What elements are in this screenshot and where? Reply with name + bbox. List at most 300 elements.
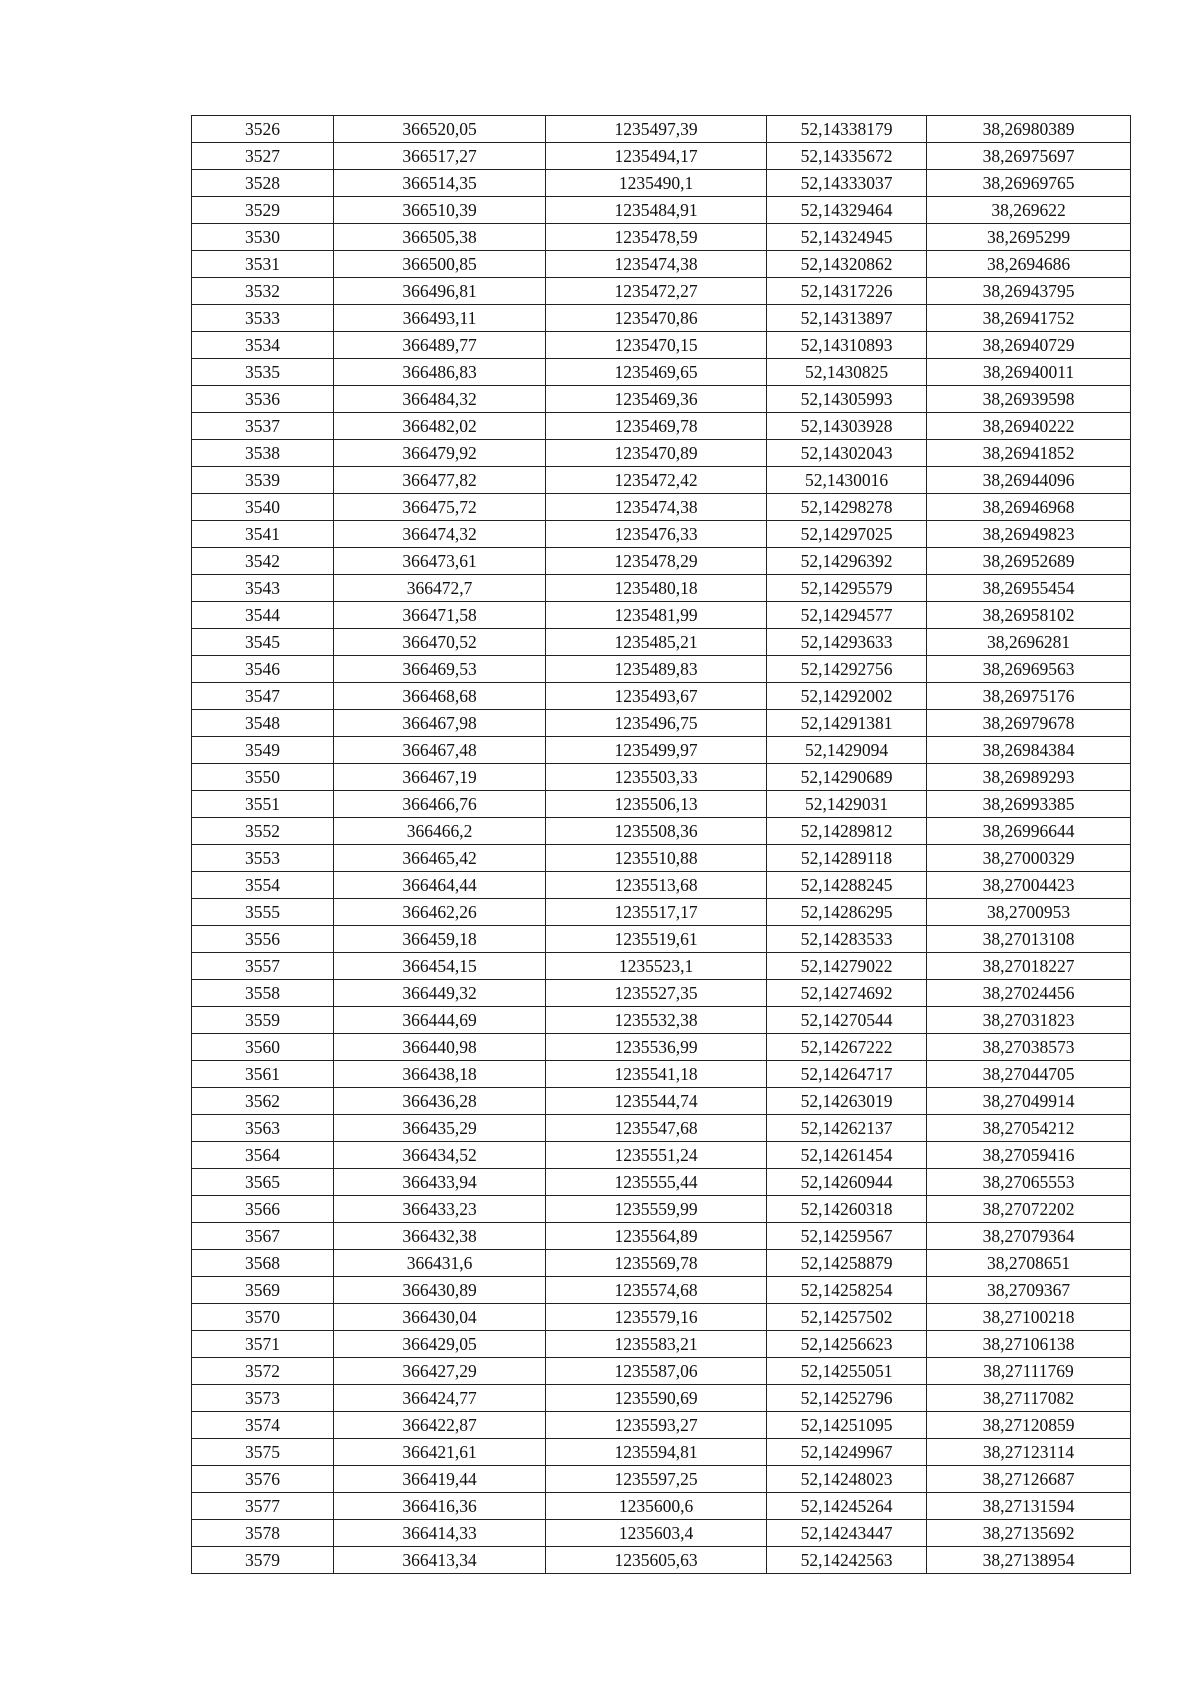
latitude-cell: 52,14293633 [767,629,927,656]
x-coordinate-cell: 366466,2 [334,818,546,845]
latitude-cell: 52,14242563 [767,1547,927,1574]
table-row [192,494,1131,521]
point-number-cell: 3561 [192,1061,334,1088]
table-row [192,575,1131,602]
x-coordinate-cell: 366462,26 [334,899,546,926]
latitude-cell: 52,14252796 [767,1385,927,1412]
longitude-cell: 38,27131594 [927,1493,1131,1520]
longitude-cell: 38,27038573 [927,1034,1131,1061]
latitude-cell: 52,14288245 [767,872,927,899]
y-coordinate-cell: 1235470,86 [546,305,767,332]
longitude-cell: 38,27054212 [927,1115,1131,1142]
table-row [192,791,1131,818]
y-coordinate-cell: 1235605,63 [546,1547,767,1574]
longitude-cell: 38,26975697 [927,143,1131,170]
longitude-cell: 38,26941852 [927,440,1131,467]
table-row [192,764,1131,791]
y-coordinate-cell: 1235496,75 [546,710,767,737]
latitude-cell: 52,14296392 [767,548,927,575]
table-row [192,926,1131,953]
longitude-cell: 38,27072202 [927,1196,1131,1223]
point-number-cell: 3549 [192,737,334,764]
latitude-cell: 52,14297025 [767,521,927,548]
point-number-cell: 3529 [192,197,334,224]
x-coordinate-cell: 366433,94 [334,1169,546,1196]
latitude-cell: 52,14290689 [767,764,927,791]
table-row [192,1250,1131,1277]
longitude-cell: 38,27044705 [927,1061,1131,1088]
latitude-cell: 52,14333037 [767,170,927,197]
y-coordinate-cell: 1235564,89 [546,1223,767,1250]
x-coordinate-cell: 366510,39 [334,197,546,224]
y-coordinate-cell: 1235472,42 [546,467,767,494]
latitude-cell: 52,14338179 [767,116,927,143]
table-row [192,143,1131,170]
y-coordinate-cell: 1235519,61 [546,926,767,953]
longitude-cell: 38,27106138 [927,1331,1131,1358]
table-row [192,359,1131,386]
point-number-cell: 3526 [192,116,334,143]
point-number-cell: 3545 [192,629,334,656]
y-coordinate-cell: 1235469,36 [546,386,767,413]
table-row [192,1169,1131,1196]
x-coordinate-cell: 366475,72 [334,494,546,521]
x-coordinate-cell: 366505,38 [334,224,546,251]
table-row [192,980,1131,1007]
x-coordinate-cell: 366477,82 [334,467,546,494]
y-coordinate-cell: 1235523,1 [546,953,767,980]
y-coordinate-cell: 1235484,91 [546,197,767,224]
longitude-cell: 38,26993385 [927,791,1131,818]
x-coordinate-cell: 366467,19 [334,764,546,791]
latitude-cell: 52,14258254 [767,1277,927,1304]
longitude-cell: 38,27079364 [927,1223,1131,1250]
point-number-cell: 3541 [192,521,334,548]
y-coordinate-cell: 1235506,13 [546,791,767,818]
latitude-cell: 52,14261454 [767,1142,927,1169]
table-row [192,305,1131,332]
point-number-cell: 3534 [192,332,334,359]
table-row [192,197,1131,224]
table-row [192,1277,1131,1304]
longitude-cell: 38,27065553 [927,1169,1131,1196]
table-row [192,1547,1131,1574]
point-number-cell: 3573 [192,1385,334,1412]
x-coordinate-cell: 366484,32 [334,386,546,413]
table-row [192,386,1131,413]
latitude-cell: 52,14259567 [767,1223,927,1250]
y-coordinate-cell: 1235480,18 [546,575,767,602]
table-row [192,548,1131,575]
y-coordinate-cell: 1235481,99 [546,602,767,629]
x-coordinate-cell: 366433,23 [334,1196,546,1223]
x-coordinate-cell: 366517,27 [334,143,546,170]
point-number-cell: 3553 [192,845,334,872]
latitude-cell: 52,1429031 [767,791,927,818]
longitude-cell: 38,26980389 [927,116,1131,143]
latitude-cell: 52,14260318 [767,1196,927,1223]
latitude-cell: 52,14298278 [767,494,927,521]
table-row [192,413,1131,440]
longitude-cell: 38,26958102 [927,602,1131,629]
longitude-cell: 38,26996644 [927,818,1131,845]
y-coordinate-cell: 1235541,18 [546,1061,767,1088]
x-coordinate-cell: 366482,02 [334,413,546,440]
table-row [192,1466,1131,1493]
point-number-cell: 3579 [192,1547,334,1574]
point-number-cell: 3537 [192,413,334,440]
y-coordinate-cell: 1235476,33 [546,521,767,548]
x-coordinate-cell: 366421,61 [334,1439,546,1466]
point-number-cell: 3570 [192,1304,334,1331]
y-coordinate-cell: 1235594,81 [546,1439,767,1466]
latitude-cell: 52,14263019 [767,1088,927,1115]
latitude-cell: 52,14294577 [767,602,927,629]
longitude-cell: 38,27000329 [927,845,1131,872]
longitude-cell: 38,26984384 [927,737,1131,764]
table-row [192,953,1131,980]
longitude-cell: 38,2694686 [927,251,1131,278]
longitude-cell: 38,27111769 [927,1358,1131,1385]
table-row [192,845,1131,872]
point-number-cell: 3552 [192,818,334,845]
x-coordinate-cell: 366416,36 [334,1493,546,1520]
longitude-cell: 38,26949823 [927,521,1131,548]
y-coordinate-cell: 1235513,68 [546,872,767,899]
y-coordinate-cell: 1235494,17 [546,143,767,170]
x-coordinate-cell: 366464,44 [334,872,546,899]
x-coordinate-cell: 366454,15 [334,953,546,980]
point-number-cell: 3558 [192,980,334,1007]
longitude-cell: 38,26940729 [927,332,1131,359]
longitude-cell: 38,27117082 [927,1385,1131,1412]
x-coordinate-cell: 366520,05 [334,116,546,143]
point-number-cell: 3569 [192,1277,334,1304]
x-coordinate-cell: 366431,6 [334,1250,546,1277]
point-number-cell: 3557 [192,953,334,980]
table-row [192,872,1131,899]
table-row [192,332,1131,359]
table-row [192,1007,1131,1034]
y-coordinate-cell: 1235508,36 [546,818,767,845]
latitude-cell: 52,14295579 [767,575,927,602]
longitude-cell: 38,26989293 [927,764,1131,791]
table-row [192,1088,1131,1115]
table-row [192,278,1131,305]
y-coordinate-cell: 1235474,38 [546,494,767,521]
longitude-cell: 38,2700953 [927,899,1131,926]
y-coordinate-cell: 1235600,6 [546,1493,767,1520]
latitude-cell: 52,14243447 [767,1520,927,1547]
latitude-cell: 52,14264717 [767,1061,927,1088]
y-coordinate-cell: 1235569,78 [546,1250,767,1277]
longitude-cell: 38,27024456 [927,980,1131,1007]
point-number-cell: 3578 [192,1520,334,1547]
latitude-cell: 52,14329464 [767,197,927,224]
x-coordinate-cell: 366486,83 [334,359,546,386]
y-coordinate-cell: 1235590,69 [546,1385,767,1412]
point-number-cell: 3575 [192,1439,334,1466]
x-coordinate-cell: 366465,42 [334,845,546,872]
longitude-cell: 38,26944096 [927,467,1131,494]
x-coordinate-cell: 366466,76 [334,791,546,818]
x-coordinate-cell: 366479,92 [334,440,546,467]
longitude-cell: 38,26969765 [927,170,1131,197]
point-number-cell: 3532 [192,278,334,305]
y-coordinate-cell: 1235510,88 [546,845,767,872]
point-number-cell: 3548 [192,710,334,737]
longitude-cell: 38,27004423 [927,872,1131,899]
x-coordinate-cell: 366500,85 [334,251,546,278]
latitude-cell: 52,14313897 [767,305,927,332]
table-row [192,1412,1131,1439]
table-row [192,656,1131,683]
x-coordinate-cell: 366471,58 [334,602,546,629]
y-coordinate-cell: 1235485,21 [546,629,767,656]
y-coordinate-cell: 1235547,68 [546,1115,767,1142]
latitude-cell: 52,1430825 [767,359,927,386]
longitude-cell: 38,26940011 [927,359,1131,386]
point-number-cell: 3547 [192,683,334,710]
point-number-cell: 3567 [192,1223,334,1250]
y-coordinate-cell: 1235597,25 [546,1466,767,1493]
x-coordinate-cell: 366444,69 [334,1007,546,1034]
table-row [192,224,1131,251]
table-row [192,467,1131,494]
longitude-cell: 38,27120859 [927,1412,1131,1439]
table-row [192,629,1131,656]
longitude-cell: 38,26943795 [927,278,1131,305]
x-coordinate-cell: 366427,29 [334,1358,546,1385]
table-row [192,737,1131,764]
point-number-cell: 3560 [192,1034,334,1061]
y-coordinate-cell: 1235559,99 [546,1196,767,1223]
longitude-cell: 38,27013108 [927,926,1131,953]
y-coordinate-cell: 1235499,97 [546,737,767,764]
latitude-cell: 52,14248023 [767,1466,927,1493]
y-coordinate-cell: 1235551,24 [546,1142,767,1169]
latitude-cell: 52,14279022 [767,953,927,980]
point-number-cell: 3563 [192,1115,334,1142]
x-coordinate-cell: 366429,05 [334,1331,546,1358]
x-coordinate-cell: 366419,44 [334,1466,546,1493]
y-coordinate-cell: 1235544,74 [546,1088,767,1115]
latitude-cell: 52,14256623 [767,1331,927,1358]
point-number-cell: 3555 [192,899,334,926]
y-coordinate-cell: 1235478,29 [546,548,767,575]
longitude-cell: 38,26941752 [927,305,1131,332]
latitude-cell: 52,14257502 [767,1304,927,1331]
y-coordinate-cell: 1235527,35 [546,980,767,1007]
y-coordinate-cell: 1235587,06 [546,1358,767,1385]
point-number-cell: 3536 [192,386,334,413]
x-coordinate-cell: 366432,38 [334,1223,546,1250]
latitude-cell: 52,14249967 [767,1439,927,1466]
point-number-cell: 3542 [192,548,334,575]
x-coordinate-cell: 366514,35 [334,170,546,197]
point-number-cell: 3540 [192,494,334,521]
x-coordinate-cell: 366438,18 [334,1061,546,1088]
latitude-cell: 52,14289812 [767,818,927,845]
y-coordinate-cell: 1235555,44 [546,1169,767,1196]
x-coordinate-cell: 366449,32 [334,980,546,1007]
latitude-cell: 52,14310893 [767,332,927,359]
point-number-cell: 3544 [192,602,334,629]
y-coordinate-cell: 1235536,99 [546,1034,767,1061]
latitude-cell: 52,14255051 [767,1358,927,1385]
longitude-cell: 38,2709367 [927,1277,1131,1304]
point-number-cell: 3527 [192,143,334,170]
point-number-cell: 3564 [192,1142,334,1169]
latitude-cell: 52,14286295 [767,899,927,926]
longitude-cell: 38,2696281 [927,629,1131,656]
latitude-cell: 52,14320862 [767,251,927,278]
latitude-cell: 52,14303928 [767,413,927,440]
longitude-cell: 38,27049914 [927,1088,1131,1115]
x-coordinate-cell: 366493,11 [334,305,546,332]
longitude-cell: 38,26979678 [927,710,1131,737]
latitude-cell: 52,14251095 [767,1412,927,1439]
y-coordinate-cell: 1235469,78 [546,413,767,440]
table-row [192,1439,1131,1466]
table-row [192,1304,1131,1331]
x-coordinate-cell: 366434,52 [334,1142,546,1169]
latitude-cell: 52,14274692 [767,980,927,1007]
x-coordinate-cell: 366489,77 [334,332,546,359]
y-coordinate-cell: 1235593,27 [546,1412,767,1439]
point-number-cell: 3550 [192,764,334,791]
table-row [192,1520,1131,1547]
table-row [192,602,1131,629]
x-coordinate-cell: 366470,52 [334,629,546,656]
latitude-cell: 52,14270544 [767,1007,927,1034]
x-coordinate-cell: 366430,04 [334,1304,546,1331]
longitude-cell: 38,26955454 [927,575,1131,602]
x-coordinate-cell: 366436,28 [334,1088,546,1115]
point-number-cell: 3566 [192,1196,334,1223]
longitude-cell: 38,27018227 [927,953,1131,980]
y-coordinate-cell: 1235493,67 [546,683,767,710]
y-coordinate-cell: 1235497,39 [546,116,767,143]
point-number-cell: 3568 [192,1250,334,1277]
y-coordinate-cell: 1235478,59 [546,224,767,251]
point-number-cell: 3546 [192,656,334,683]
point-number-cell: 3538 [192,440,334,467]
table-row [192,1385,1131,1412]
longitude-cell: 38,27059416 [927,1142,1131,1169]
point-number-cell: 3562 [192,1088,334,1115]
x-coordinate-cell: 366468,68 [334,683,546,710]
x-coordinate-cell: 366459,18 [334,926,546,953]
x-coordinate-cell: 366496,81 [334,278,546,305]
x-coordinate-cell: 366474,32 [334,521,546,548]
y-coordinate-cell: 1235574,68 [546,1277,767,1304]
latitude-cell: 52,14305993 [767,386,927,413]
point-number-cell: 3543 [192,575,334,602]
x-coordinate-cell: 366413,34 [334,1547,546,1574]
table-row [192,1358,1131,1385]
latitude-cell: 52,14267222 [767,1034,927,1061]
x-coordinate-cell: 366469,53 [334,656,546,683]
longitude-cell: 38,269622 [927,197,1131,224]
point-number-cell: 3554 [192,872,334,899]
latitude-cell: 52,14283533 [767,926,927,953]
table-row [192,116,1131,143]
table-row [192,710,1131,737]
x-coordinate-cell: 366435,29 [334,1115,546,1142]
x-coordinate-cell: 366422,87 [334,1412,546,1439]
y-coordinate-cell: 1235603,4 [546,1520,767,1547]
point-number-cell: 3528 [192,170,334,197]
point-number-cell: 3571 [192,1331,334,1358]
latitude-cell: 52,14324945 [767,224,927,251]
x-coordinate-cell: 366473,61 [334,548,546,575]
table-row [192,251,1131,278]
longitude-cell: 38,2695299 [927,224,1131,251]
longitude-cell: 38,26946968 [927,494,1131,521]
point-number-cell: 3531 [192,251,334,278]
longitude-cell: 38,26939598 [927,386,1131,413]
latitude-cell: 52,14302043 [767,440,927,467]
longitude-cell: 38,26969563 [927,656,1131,683]
coordinates-table-body [192,116,1131,1574]
table-row [192,683,1131,710]
longitude-cell: 38,27100218 [927,1304,1131,1331]
longitude-cell: 38,26940222 [927,413,1131,440]
y-coordinate-cell: 1235490,1 [546,170,767,197]
y-coordinate-cell: 1235489,83 [546,656,767,683]
point-number-cell: 3576 [192,1466,334,1493]
x-coordinate-cell: 366414,33 [334,1520,546,1547]
point-number-cell: 3565 [192,1169,334,1196]
latitude-cell: 52,14262137 [767,1115,927,1142]
point-number-cell: 3535 [192,359,334,386]
point-number-cell: 3533 [192,305,334,332]
longitude-cell: 38,27031823 [927,1007,1131,1034]
longitude-cell: 38,2708651 [927,1250,1131,1277]
latitude-cell: 52,14245264 [767,1493,927,1520]
y-coordinate-cell: 1235472,27 [546,278,767,305]
point-number-cell: 3574 [192,1412,334,1439]
longitude-cell: 38,27126687 [927,1466,1131,1493]
latitude-cell: 52,1429094 [767,737,927,764]
y-coordinate-cell: 1235469,65 [546,359,767,386]
table-row [192,1061,1131,1088]
latitude-cell: 52,14292756 [767,656,927,683]
coordinates-table [191,115,1131,1574]
table-row [192,521,1131,548]
latitude-cell: 52,14335672 [767,143,927,170]
point-number-cell: 3559 [192,1007,334,1034]
longitude-cell: 38,26952689 [927,548,1131,575]
longitude-cell: 38,27123114 [927,1439,1131,1466]
longitude-cell: 38,26975176 [927,683,1131,710]
table-row [192,1493,1131,1520]
table-row [192,1142,1131,1169]
latitude-cell: 52,14289118 [767,845,927,872]
table-row [192,1196,1131,1223]
longitude-cell: 38,27135692 [927,1520,1131,1547]
x-coordinate-cell: 366424,77 [334,1385,546,1412]
x-coordinate-cell: 366472,7 [334,575,546,602]
table-row [192,1331,1131,1358]
table-row [192,899,1131,926]
x-coordinate-cell: 366430,89 [334,1277,546,1304]
table-row [192,1034,1131,1061]
y-coordinate-cell: 1235470,15 [546,332,767,359]
latitude-cell: 52,14291381 [767,710,927,737]
latitude-cell: 52,14317226 [767,278,927,305]
